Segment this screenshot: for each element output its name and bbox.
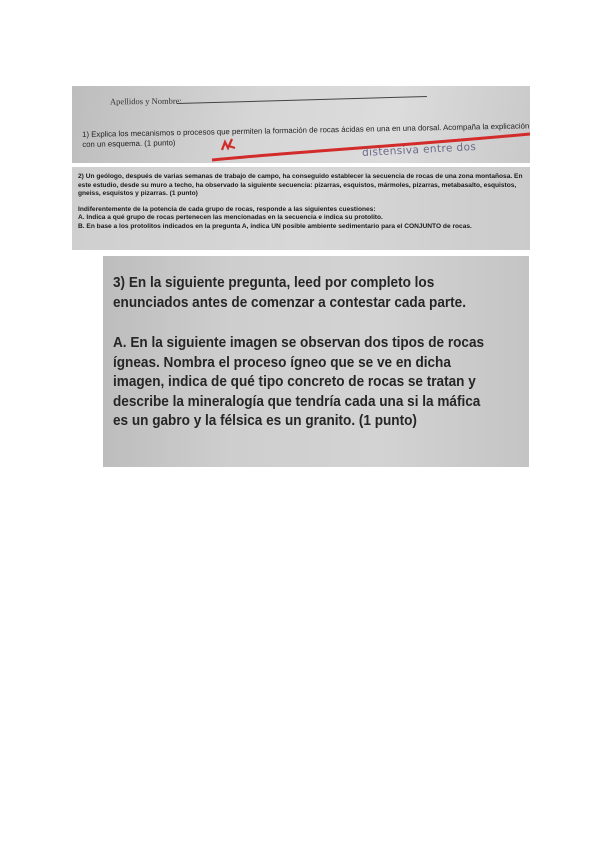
photo-question-3 [103,256,529,467]
question-2-instruction: Indiferentemente de la potencia de cada grupo de rocas, responde a las siguientes cuestiones: [78,205,376,213]
question-3-intro: 3) En la siguiente pregunta, leed por completo los enunciados antes de comenzar a contestar cada parte. [113,275,467,311]
handwritten-note: distensiva entre dos [361,141,477,159]
photo-question-1 [72,86,530,163]
question-2-intro: 2) Un geólogo, después de varias semanas de trabajo de campo, ha conseguido establecer la secuencia de rocas de una zona montañosa. En este estudio, desde su muro a techo, ha observado la siguiente secuencia: pizarras, esquistos, mármoles, pizarras, metabasalto, esquistos, gneiss, esquistos y pizarras. (1 punto) [78,173,523,198]
photo-question-2 [72,167,530,250]
question-3-part-a: A. En la siguiente imagen se observan dos tipos de rocas ígneas. Nombra el proceso ígneo que se ve en dicha imagen, indica de qué tipo concreto de rocas se tratan y describe la mineralogía que tendría cada una si la máfica es un gabro y la félsica es un granito. (1 punto) [113,335,485,429]
question-2-part-a: A. Indica a qué grupo de rocas pertenecen las mencionadas en la secuencia e indica su protolito. [78,214,383,222]
name-label: Apellidos y Nombre: [109,95,182,107]
question-1-text: 1) Explica los mecanismos o procesos que permiten la formación de rocas ácidas en una en una dorsal. Acompaña la explicación con un esquema. (1 punto) [82,121,530,149]
question-2-part-b: B. En base a los protolitos indicados en la pregunta A, indica UN posible ambiente sedimentario para el CONJUNTO de rocas. [78,222,472,230]
